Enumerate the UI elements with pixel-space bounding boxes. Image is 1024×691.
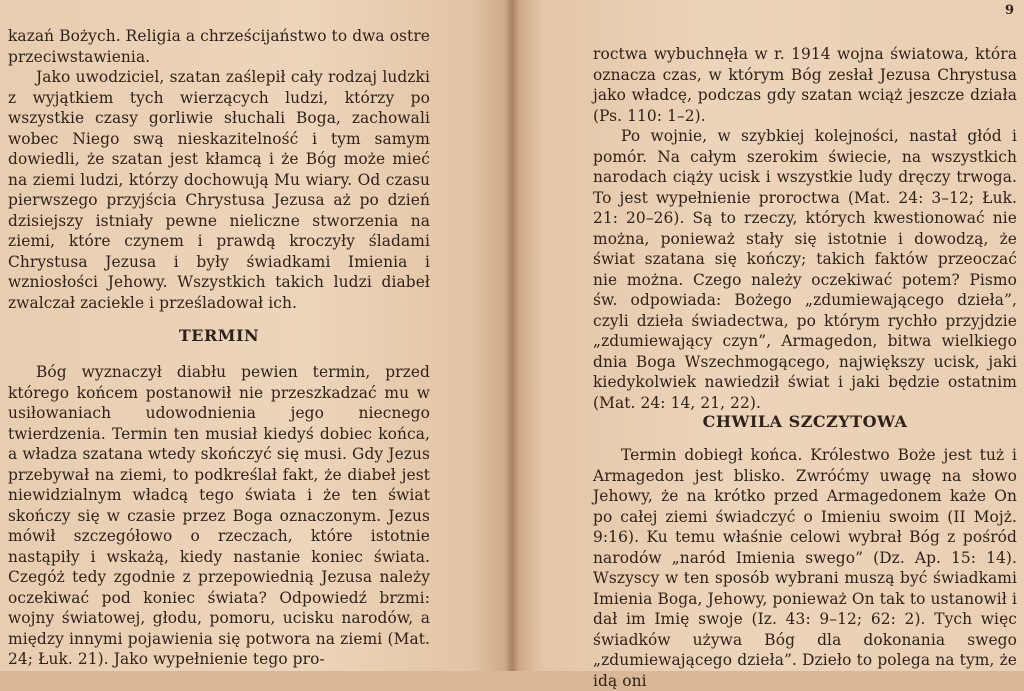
book-gutter	[505, 0, 519, 671]
left-paragraph-2: Jako uwodziciel, szatan zaślepił cały rodzaj ludzki z wyjątkiem tych wierzących ludzi, którzy po wszystkie czasy gorliwie słuchali Boga, zachowali wobec Niego swą nieskazitelność i tym samym dowiedli, że szatan jest kłamcą i że Bóg może mieć na ziemi ludzi, którzy dochowują Mu wiary. Od czasu pierwszego przyjścia Chrystusa Jezusa aż po dzień dzisiejszy istniały pewne nieliczne stworzenia na ziemi, które czynem i prawdą kroczyły śladami Chrystusa Jezusa i były świadkami Imienia i wzniosłości Jehowy. Wszystkich takich ludzi diabeł zwalczał zaciekle i prześladował ich.	[8, 68, 430, 312]
right-page-text-top	[593, 44, 1017, 413]
left-page-text-top	[8, 26, 430, 313]
right-paragraph-3: Termin dobiegł końca. Królestwo Boże jest tuż i Armagedon jest blisko. Zwróćmy uwagę na słowo Jehowy, że na krótko przed Armagedonem każe On po całej ziemi świadczyć o Imieniu swoim (II Mojż. 9:16). Ku temu właśnie celowi wybrał Bóg z pośród narodów „naród Imienia swego” (Dz. Ap. 15: 14). Wszyscy w ten sposób wybrani muszą być świadkami Imienia Boga, Jehowy, ponieważ On tak to ustanowił i dał im Imię swoje (Iz. 43: 9–12; 62: 2). Tych więc świadków używa Bóg dla dokonania swego „zdumiewającego dzieła”. Dzieło to polega na tym, że idą oni	[593, 446, 1017, 690]
left-page	[0, 0, 512, 671]
left-paragraph-1: kazań Bożych. Religia a chrześcijaństwo to dwa ostre przeciwstawienia.	[8, 27, 431, 66]
right-paragraph-2: Po wojnie, w szybkiej kolejności, nastał głód i pomór. Na całym szerokim świecie, na wszystkich narodach ciąży ucisk i wszystkie ludy dręczy trwoga. To jest wypełnienie proroctwa (Mat. 24: 3–12; Łuk. 21: 20–26). Są to rzeczy, których kwestionować nie można, ponieważ stały się istotnie i dowodzą, że świat szatana się kończy; takich faktów przeoczać nie można. Czego należy oczekiwać potem? Pismo św. odpowiada: Bożego „zdumiewającego dzieła”, czyli dzieła świadectwa, po którym rychło przyjdzie „zdumiewający czyn”, Armagedon, bitwa wielkiego dnia Boga Wszechmogącego, największy ucisk, jaki kiedykolwiek nawiedził świat i jaki będzie ostatnim (Mat. 24: 14, 21, 22).	[593, 127, 1017, 412]
right-page-text-bottom	[593, 445, 1017, 691]
left-section-heading: TERMIN	[178, 326, 260, 345]
right-paragraph-1: roctwa wybuchnęła w r. 1914 wojna światowa, która oznacza czas, w którym Bóg zesłał Jezusa Chrystusa jako władcę, podczas gdy szatan wciąż jeszcze działa (Ps. 110: 1–2).	[593, 45, 1017, 125]
left-paragraph-3: Bóg wyznaczył diabłu pewien termin, przed którego końcem postanowił nie przeszkadzać mu w usiłowaniach udowodnienia jego niecnego twierdzenia. Termin ten musiał kiedyś dobiec końca, a władza szatana wtedy skończyć się musi. Gdy Jezus przebywał na ziemi, to podkreślał fakt, że diabeł jest niewidzialnym władcą tego świata i że ten świat skończy się w czasie przez Boga oznaczonym. Jezus mówił szczegółowo o rzeczach, które istotnie nastąpiły i wskażą, kiedy nastanie koniec świata. Czegóż tedy zgodnie z przepowiednią Jezusa należy oczekiwać pod koniec świata? Odpowiedź brzmi: wojny światowej, głodu, pomoru, ucisku narodów, a między innymi pojawienia się potwora na ziemi (Mat. 24; Łuk. 21). Jako wypełnienie tego pro-	[8, 363, 430, 668]
right-section-heading: CHWILA SZCZYTOWA	[702, 412, 908, 431]
page-number: 9	[1004, 3, 1014, 18]
left-page-text-bottom	[8, 362, 430, 670]
